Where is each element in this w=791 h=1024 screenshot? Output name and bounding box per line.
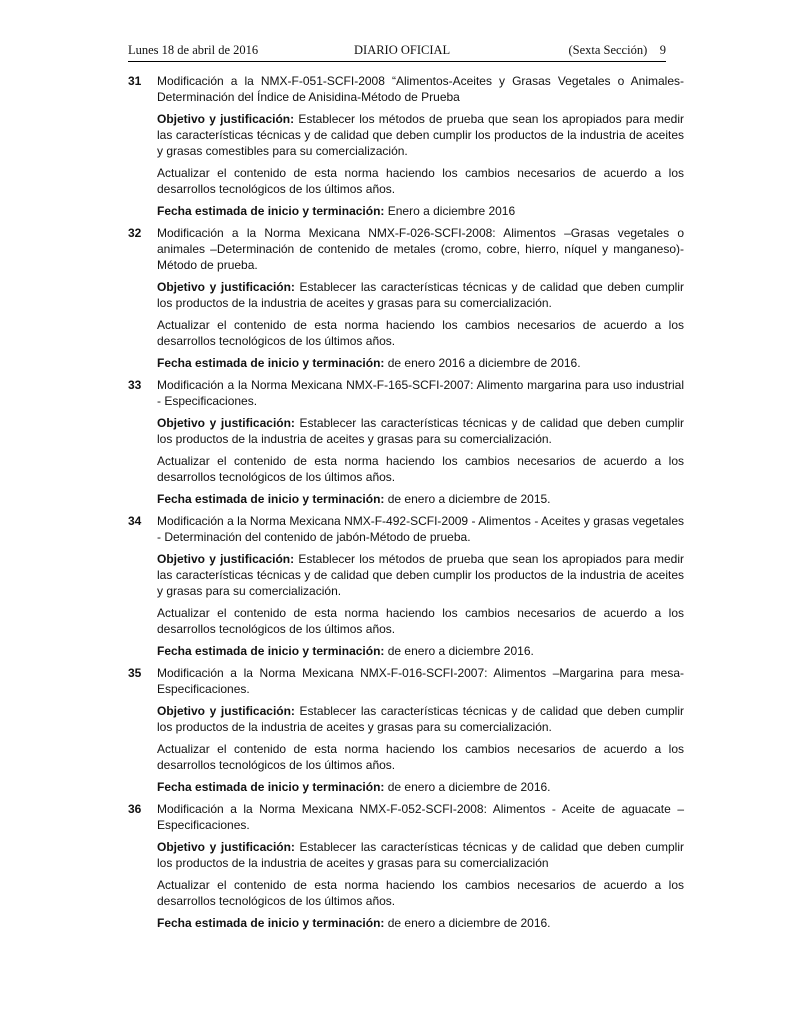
item-title: Modificación a la NMX-F-051-SCFI-2008 “Alimentos-Aceites y Grasas Vegetales o Animales-Determinación del Índice de Anisidina-Método de Prueba [157,74,684,104]
item-date [157,203,684,219]
date-text: de enero a diciembre 2016. [384,644,534,658]
objective-text: Establecer las características técnicas y de calidad que deben cumplir los productos de la industria de aceites y grasas para su comercialización. [157,704,684,734]
date-label: Fecha estimada de inicio y terminación: [157,492,385,506]
objective-label: Objetivo y justificación: [157,552,295,566]
item-update: Actualizar el contenido de esta norma haciendo los cambios necesarios de acuerdo a los desarrollos tecnológicos de los últimos años. [157,606,684,636]
item-title: Modificación a la Norma Mexicana NMX-F-492-SCFI-2009 - Alimentos - Aceites y grasas vegetales - Determinación del contenido de jabón-Método de prueba. [157,514,684,544]
item-number: 31 [128,74,142,88]
objective-text: Establecer las características técnicas y de calidad que deben cumplir los productos de la industria de aceites y grasas para su comercialización. [157,416,684,446]
date-label: Fecha estimada de inicio y terminación: [157,356,385,370]
items-list [128,73,684,937]
header-section: (Sexta Sección) [568,43,648,57]
date-text: de enero a diciembre de 2016. [384,780,551,794]
item-update: Actualizar el contenido de esta norma haciendo los cambios necesarios de acuerdo a los desarrollos tecnológicos de los últimos años. [157,166,684,196]
objective-text: Establecer los métodos de prueba que sean los apropiados para medir las características técnicas y de calidad que deben cumplir los productos de la industria de aceites y grasas comestibles para su comercialización. [157,112,685,158]
item-title: Modificación a la Norma Mexicana NMX-F-165-SCFI-2007: Alimento margarina para uso industrial - Especificaciones. [157,378,684,408]
date-label: Fecha estimada de inicio y terminación: [157,204,385,218]
item-objective [157,703,684,735]
item-update: Actualizar el contenido de esta norma haciendo los cambios necesarios de acuerdo a los desarrollos tecnológicos de los últimos años. [157,318,684,348]
date-text: Enero a diciembre 2016 [384,204,516,218]
objective-text: Establecer las características técnicas y de calidad que deben cumplir los productos de la industria de aceites y grasas para su comercialización [157,840,684,870]
item-date [157,915,684,931]
header-date: Lunes 18 de abril de 2016 [128,43,259,57]
item-number: 32 [128,226,142,240]
list-item [128,665,684,795]
item-update: Actualizar el contenido de esta norma haciendo los cambios necesarios de acuerdo a los desarrollos tecnológicos de los últimos años. [157,742,684,772]
date-text: de enero a diciembre de 2015. [384,492,551,506]
date-label: Fecha estimada de inicio y terminación: [157,644,385,658]
item-date [157,779,684,795]
objective-text: Establecer las características técnicas y de calidad que deben cumplir los productos de la industria de aceites y grasas para su comercialización. [157,280,684,310]
objective-text: Establecer los métodos de prueba que sean los apropiados para medir las características técnicas y de calidad que deben cumplir los productos de la industria de aceites y grasas para su comercialización. [157,552,685,598]
header-section-page [568,43,666,58]
item-objective [157,839,684,871]
date-text: de enero a diciembre de 2016. [384,916,551,930]
item-date [157,355,684,371]
objective-label: Objetivo y justificación: [157,704,295,718]
item-title: Modificación a la Norma Mexicana NMX-F-026-SCFI-2008: Alimentos –Grasas vegetales o animales –Determinación de contenido de metales (cromo, cobre, hierro, níquel y manganeso)- Método de prueba. [157,226,684,272]
list-item [128,73,684,219]
date-label: Fecha estimada de inicio y terminación: [157,916,385,930]
date-label: Fecha estimada de inicio y terminación: [157,780,385,794]
item-objective [157,279,684,311]
list-item [128,225,684,371]
item-objective [157,551,684,599]
item-title: Modificación a la Norma Mexicana NMX-F-052-SCFI-2008: Alimentos - Aceite de aguacate – Especificaciones. [157,802,684,832]
header-publication: DIARIO OFICIAL [354,43,451,57]
list-item [128,377,684,507]
page-header [128,43,666,62]
item-objective [157,415,684,447]
item-number: 34 [128,514,142,528]
item-number: 35 [128,666,142,680]
list-item [128,513,684,659]
objective-label: Objetivo y justificación: [157,280,295,294]
item-update: Actualizar el contenido de esta norma haciendo los cambios necesarios de acuerdo a los desarrollos tecnológicos de los últimos años. [157,454,684,484]
item-date [157,643,684,659]
objective-label: Objetivo y justificación: [157,840,295,854]
objective-label: Objetivo y justificación: [157,416,295,430]
item-date [157,491,684,507]
item-number: 36 [128,802,142,816]
header-page-number: 9 [659,43,666,57]
item-number: 33 [128,378,142,392]
date-text: de enero 2016 a diciembre de 2016. [384,356,581,370]
item-update: Actualizar el contenido de esta norma haciendo los cambios necesarios de acuerdo a los desarrollos tecnológicos de los últimos años. [157,878,684,908]
item-objective [157,111,684,159]
objective-label: Objetivo y justificación: [157,112,295,126]
list-item [128,801,684,931]
item-title: Modificación a la Norma Mexicana NMX-F-016-SCFI-2007: Alimentos –Margarina para mesa-Especificaciones. [157,666,684,696]
